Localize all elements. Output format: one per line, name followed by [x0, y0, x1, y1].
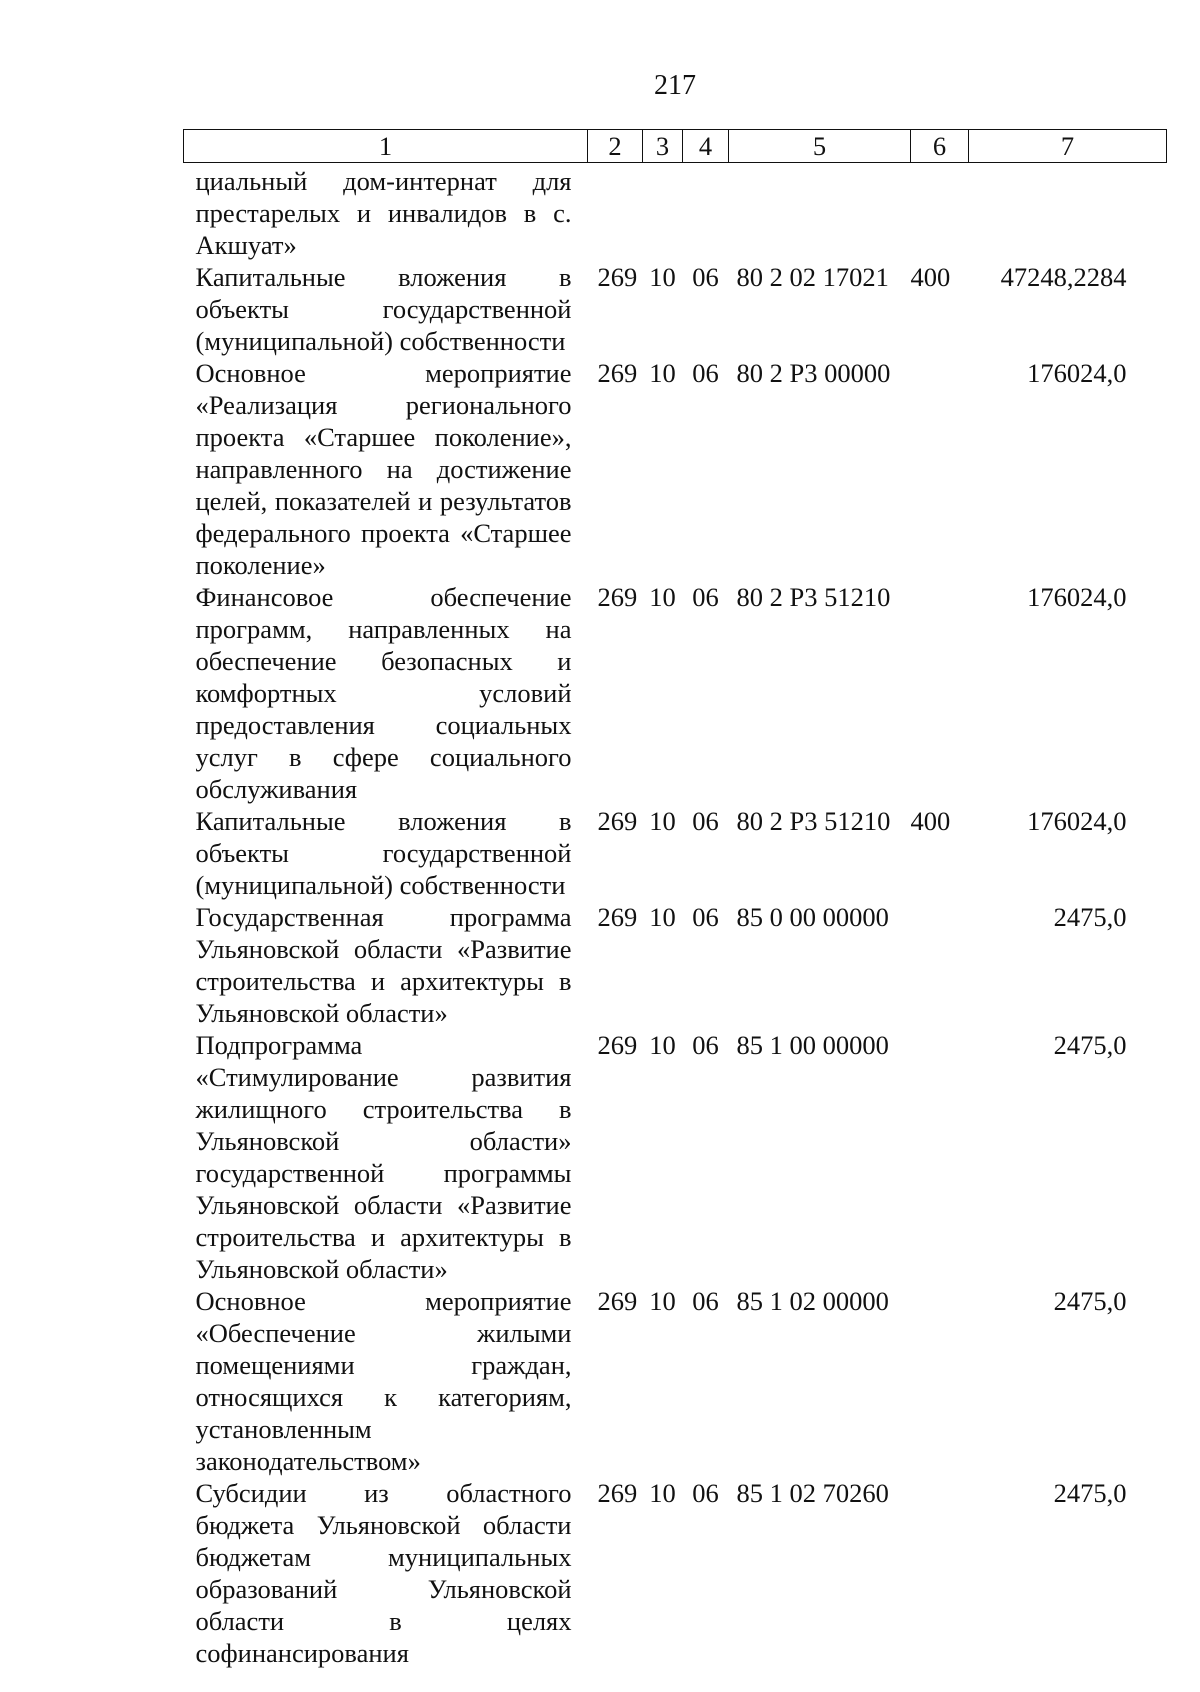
row-col-7: 176024,0	[1027, 358, 1127, 388]
row-col-6: 400	[910, 262, 951, 292]
row-col-3: 10	[649, 1478, 676, 1508]
row-name: Финансовое обеспечение программ, направленных на обеспечение безопасных и комфортных условий предоставления социальных услуг в сфере социального обслуживания	[195, 582, 572, 804]
header-col-4: 4	[683, 130, 729, 163]
row-name: Капитальные вложения в объекты государственной (муниципальной) собственности	[195, 806, 572, 900]
row-col-3: 10	[649, 1286, 676, 1316]
header-col-5: 5	[729, 130, 911, 163]
row-col-3	[643, 163, 683, 262]
row-col-3: 10	[649, 1030, 676, 1060]
row-col-2: 269	[597, 1286, 638, 1316]
row-col-5	[729, 163, 911, 262]
header-row	[184, 130, 1167, 163]
row-col-6	[911, 1285, 969, 1477]
table-row	[184, 805, 1167, 901]
header-col-2: 2	[588, 130, 643, 163]
row-col-6	[911, 581, 969, 805]
row-col-4: 06	[692, 1286, 719, 1316]
row-name: Основное мероприятие «Реализация регионального проекта «Старшее поколение», направленного на достижение целей, показателей и результатов федерального проекта «Старшее поколение»	[195, 358, 572, 580]
row-col-4: 06	[692, 582, 719, 612]
row-col-5: 85 1 00 00000	[736, 1030, 889, 1060]
row-col-7: 176024,0	[1027, 582, 1127, 612]
row-col-6	[911, 1477, 969, 1669]
row-col-5: 85 1 02 70260	[736, 1478, 889, 1508]
page-number: 217	[654, 70, 696, 101]
row-name: Подпрограмма «Стимулирование развития жилищного строительства в Ульяновской области» государственной программы Ульяновской области «Развитие строительства и архитектуры в Ульяновской области»	[195, 1030, 572, 1284]
row-col-4: 06	[692, 262, 719, 292]
row-col-2: 269	[597, 1478, 638, 1508]
row-col-2: 269	[597, 358, 638, 388]
header-col-7: 7	[969, 130, 1167, 163]
row-col-4	[683, 163, 729, 262]
row-col-3: 10	[649, 806, 676, 836]
row-col-5: 80 2 Р3 51210	[736, 582, 891, 612]
table-row	[184, 1477, 1167, 1669]
table-row	[184, 163, 1167, 262]
row-col-7	[969, 163, 1167, 262]
header-col-1: 1	[184, 130, 588, 163]
table-body	[184, 163, 1167, 1670]
row-name: Государственная программа Ульяновской области «Развитие строительства и архитектуры в Ульяновской области»	[195, 902, 572, 1028]
table-row	[184, 901, 1167, 1029]
row-col-6	[911, 1029, 969, 1285]
row-name: циальный дом-интернат для престарелых и инвалидов в с. Акшуат»	[195, 166, 572, 260]
row-col-6	[911, 357, 969, 581]
row-col-2: 269	[597, 902, 638, 932]
row-col-2: 269	[597, 262, 638, 292]
row-col-7: 2475,0	[1053, 1478, 1127, 1508]
table-row	[184, 357, 1167, 581]
row-col-2: 269	[597, 582, 638, 612]
row-col-5: 80 2 02 17021	[736, 262, 889, 292]
row-col-7: 2475,0	[1053, 1286, 1127, 1316]
row-col-7: 47248,2284	[1000, 262, 1127, 292]
row-col-3: 10	[649, 582, 676, 612]
row-col-4: 06	[692, 358, 719, 388]
row-col-7: 2475,0	[1053, 902, 1127, 932]
row-name: Субсидии из областного бюджета Ульяновской области бюджетам муниципальных образований Ульяновской области в целях софинансирования	[195, 1478, 572, 1668]
row-col-5: 85 1 02 00000	[736, 1286, 889, 1316]
table-header	[184, 130, 1167, 163]
row-name: Капитальные вложения в объекты государственной (муниципальной) собственности	[195, 262, 572, 356]
row-col-5: 80 2 Р3 51210	[736, 806, 891, 836]
header-col-6: 6	[911, 130, 969, 163]
row-col-5: 85 0 00 00000	[736, 902, 889, 932]
row-col-4: 06	[692, 806, 719, 836]
header-col-3: 3	[643, 130, 683, 163]
row-col-6	[911, 901, 969, 1029]
row-name: Основное мероприятие «Обеспечение жилыми помещениями граждан, относящихся к категориям, установленным законодательством»	[195, 1286, 572, 1476]
budget-table	[183, 129, 1167, 1669]
row-col-7: 2475,0	[1053, 1030, 1127, 1060]
row-col-5: 80 2 Р3 00000	[736, 358, 891, 388]
row-col-4: 06	[692, 1478, 719, 1508]
row-col-4: 06	[692, 902, 719, 932]
table-row	[184, 1029, 1167, 1285]
row-col-2: 269	[597, 806, 638, 836]
row-col-6	[911, 163, 969, 262]
row-col-2: 269	[597, 1030, 638, 1060]
row-col-3: 10	[649, 358, 676, 388]
row-col-4: 06	[692, 1030, 719, 1060]
row-col-7: 176024,0	[1027, 806, 1127, 836]
table-row	[184, 581, 1167, 805]
table-row	[184, 261, 1167, 357]
table-row	[184, 1285, 1167, 1477]
row-col-6: 400	[910, 806, 951, 836]
row-col-3: 10	[649, 902, 676, 932]
row-col-3: 10	[649, 262, 676, 292]
row-col-2	[588, 163, 643, 262]
